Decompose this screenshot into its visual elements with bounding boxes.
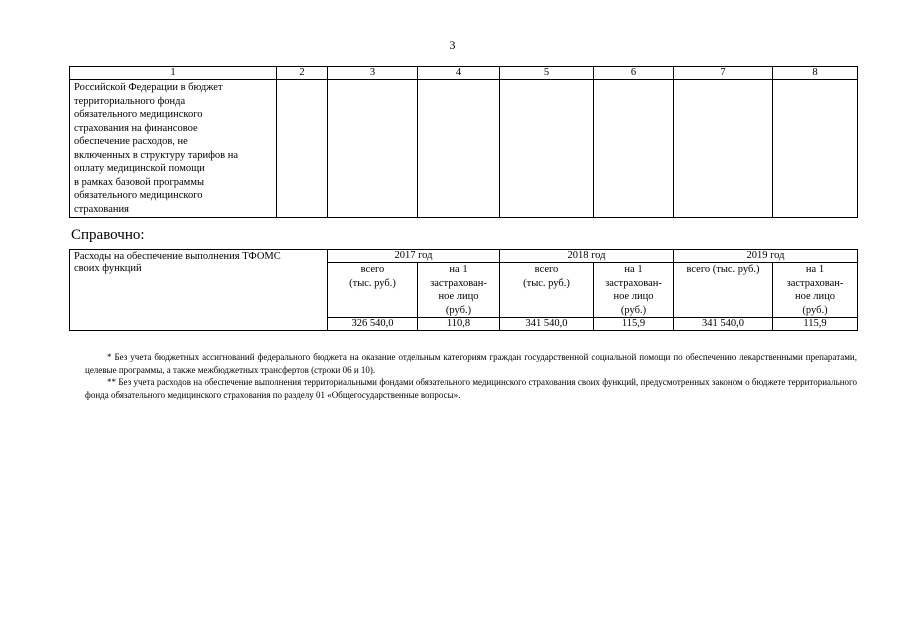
table-cell	[773, 80, 858, 218]
year-header: 2019 год	[674, 250, 858, 263]
row-description: Российской Федерации в бюджет территориального фонда обязательного медицинского страхования на финансовое обеспечение расходов, не включенных в структуру тарифов на оплату медицинской помощи в рамках базовой программы обязательного медицинского страхования	[70, 80, 277, 218]
table-cell	[594, 80, 674, 218]
year-header: 2018 год	[500, 250, 674, 263]
column-subheader: на 1 застрахован- ное лицо (руб.)	[418, 263, 500, 318]
footnote: ** Без учета расходов на обеспечение выполнения территориальными фондами обязательного медицинского страхования своих функций, предусмотренных законом о бюджете территориального фонда обязательного медицинского страхования по разделу 01 «Общегосударственные вопросы».	[85, 377, 857, 400]
column-header: 7	[674, 67, 773, 80]
page-number: 3	[449, 38, 456, 52]
table-cell	[418, 80, 500, 218]
table-cell	[277, 80, 328, 218]
footnotes	[85, 351, 857, 401]
column-header: 1	[70, 67, 277, 80]
column-header: 6	[594, 67, 674, 80]
column-header: 8	[773, 67, 858, 80]
value-cell: 115,9	[773, 318, 858, 331]
column-subheader: всего (тыс. руб.)	[328, 263, 418, 318]
year-header: 2017 год	[328, 250, 500, 263]
row-label: Расходы на обеспечение выполнения ТФОМС своих функций	[70, 250, 328, 331]
value-cell: 341 540,0	[674, 318, 773, 331]
reference-heading: Справочно:	[71, 227, 145, 243]
column-subheader: всего (тыс. руб.)	[500, 263, 594, 318]
table-row	[70, 80, 858, 218]
column-header: 4	[418, 67, 500, 80]
value-cell: 326 540,0	[328, 318, 418, 331]
footnote: * Без учета бюджетных ассигнований федерального бюджета на оказание отдельным категориям граждан государственной социальной помощи по обеспечению лекарственными препаратами, целевые программы, а также межбюджетных трансфертов (строки 06 и 10).	[85, 352, 857, 375]
column-subheader: всего (тыс. руб.)	[674, 263, 773, 318]
reference-table	[69, 249, 858, 331]
column-header: 3	[328, 67, 418, 80]
table-header-row	[70, 67, 858, 80]
value-cell: 110,8	[418, 318, 500, 331]
year-header-row	[70, 250, 858, 263]
column-subheader: на 1 застрахован- ное лицо (руб.)	[773, 263, 858, 318]
budget-table	[69, 66, 858, 218]
column-subheader: на 1 застрахован- ное лицо (руб.)	[594, 263, 674, 318]
value-cell: 341 540,0	[500, 318, 594, 331]
table-cell	[328, 80, 418, 218]
column-header: 5	[500, 67, 594, 80]
table-cell	[674, 80, 773, 218]
table-cell	[500, 80, 594, 218]
value-cell: 115,9	[594, 318, 674, 331]
column-header: 2	[277, 67, 328, 80]
